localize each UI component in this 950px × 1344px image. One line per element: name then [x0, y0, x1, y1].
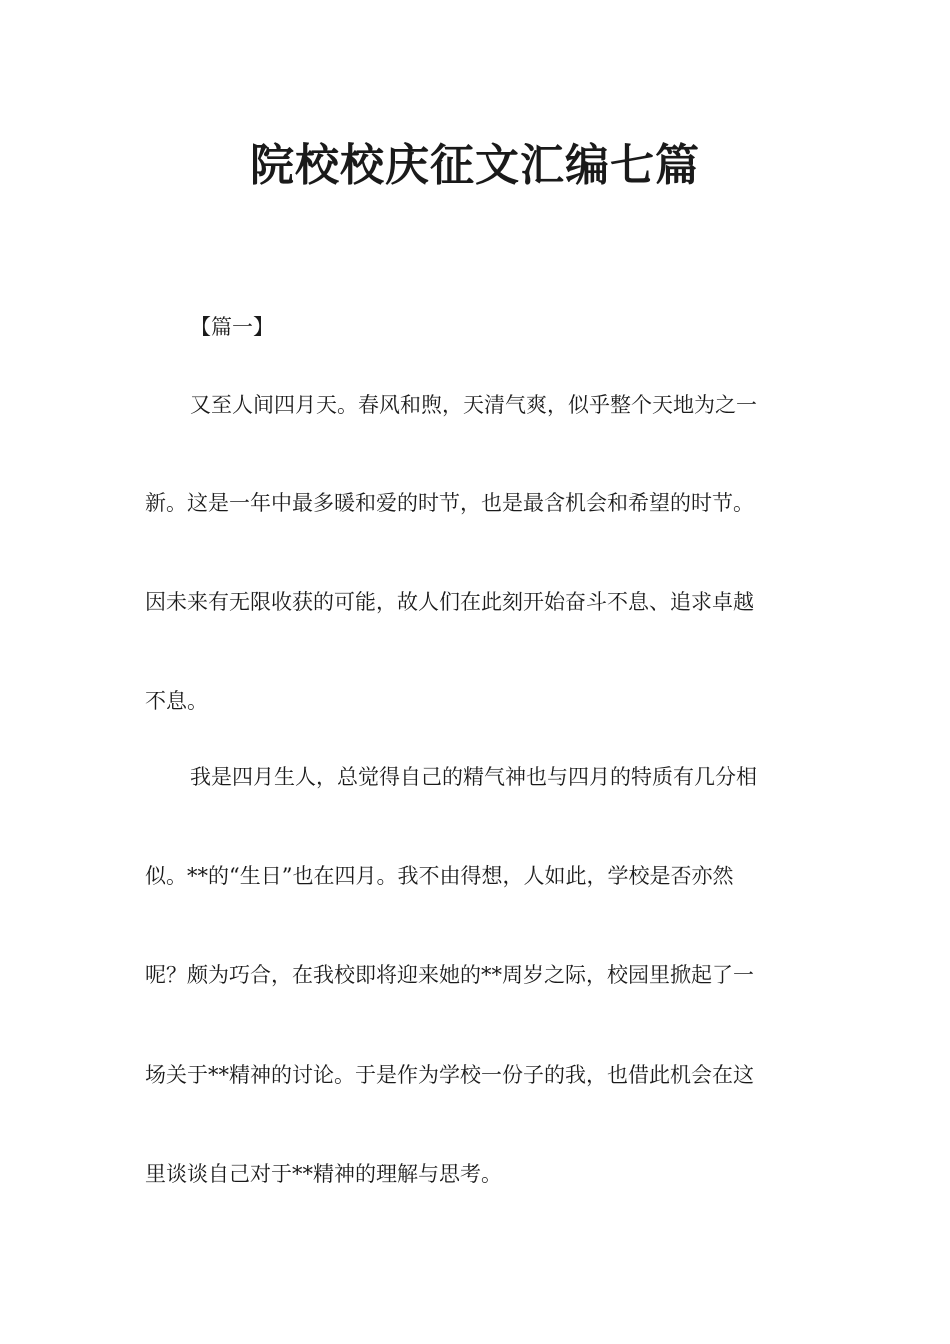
paragraph-line: 因未来有无限收获的可能，故人们在此刻开始奋斗不息、追求卓越 — [145, 590, 754, 614]
paragraph-line: 我是四月生人，总觉得自己的精气神也与四月的特质有几分相 — [190, 765, 757, 789]
paragraph-line: 新。这是一年中最多暖和爱的时节，也是最含机会和希望的时节。 — [145, 491, 754, 515]
paragraph-line: 似。**的“生日”也在四月。我不由得想，人如此，学校是否亦然 — [145, 864, 734, 888]
paragraph-line: 里谈谈自己对于**精神的理解与思考。 — [145, 1162, 502, 1186]
document-title: 院校校庆征文汇编七篇 — [250, 140, 700, 191]
paragraph-line: 场关于**精神的讨论。于是作为学校一份子的我，也借此机会在这 — [145, 1063, 754, 1087]
section-heading: 【篇一】 — [190, 315, 274, 339]
paragraph-line: 呢？颇为巧合，在我校即将迎来她的**周岁之际，校园里掀起了一 — [145, 963, 754, 987]
paragraph-line: 不息。 — [145, 689, 208, 713]
paragraph-line: 又至人间四月天。春风和煦，天清气爽，似乎整个天地为之一 — [190, 393, 757, 417]
